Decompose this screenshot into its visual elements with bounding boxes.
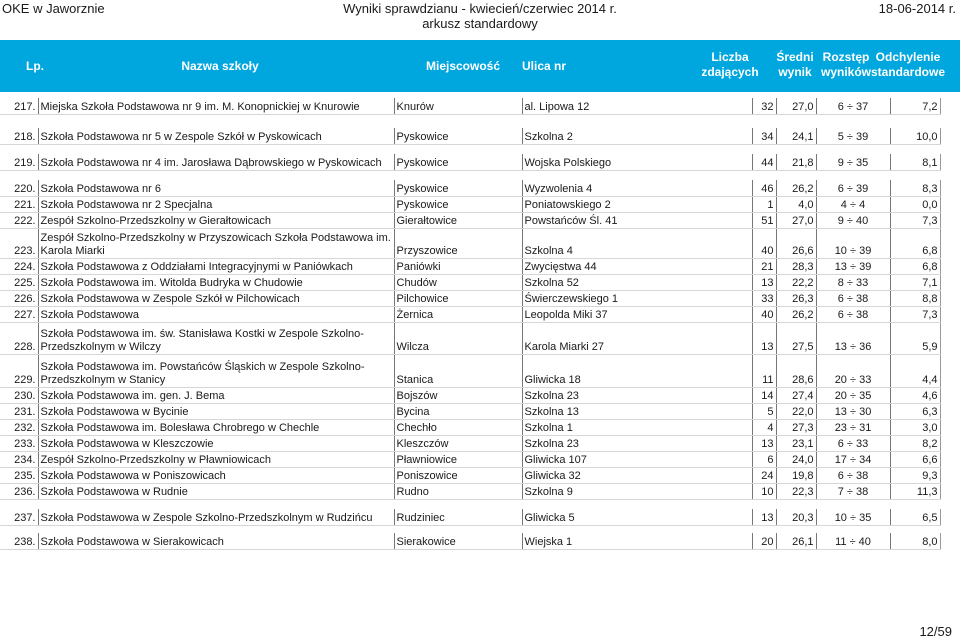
cell-range: 5 ÷ 39 xyxy=(816,128,890,144)
cell-town: Pyskowice xyxy=(394,128,522,144)
cell-range: 20 ÷ 33 xyxy=(816,354,890,387)
document-title xyxy=(0,1,960,31)
results-table-wrap xyxy=(0,92,960,550)
cell-name: Szkoła Podstawowa im. Powstańców Śląskich w Zespole Szkolno-Przedszkolnym w Stanicy xyxy=(38,354,394,387)
cell-lp: 223. xyxy=(0,228,38,258)
cell-lp: 225. xyxy=(0,274,38,290)
document-title-line2: arkusz standardowy xyxy=(422,16,538,31)
cell-town: Chechło xyxy=(394,419,522,435)
cell-range: 8 ÷ 33 xyxy=(816,274,890,290)
cell-lp: 221. xyxy=(0,196,38,212)
cell-street: Zwycięstwa 44 xyxy=(522,258,752,274)
cell-town: Knurów xyxy=(394,98,522,114)
page-header xyxy=(0,0,960,32)
col-avg-line2: wynik xyxy=(778,65,812,79)
cell-street: Szkolna 2 xyxy=(522,128,752,144)
col-name: Nazwa szkoły xyxy=(181,59,259,73)
cell-range: 4 ÷ 4 xyxy=(816,196,890,212)
cell-town: Przyszowice xyxy=(394,228,522,258)
cell-name: Szkoła Podstawowa nr 4 im. Jarosława Dąbrowskiego w Pyskowicach xyxy=(38,154,394,170)
cell-range: 17 ÷ 34 xyxy=(816,451,890,467)
cell-range: 6 ÷ 38 xyxy=(816,467,890,483)
cell-sd: 8,2 xyxy=(890,435,940,451)
cell-sd: 5,9 xyxy=(890,322,940,354)
table-row xyxy=(0,274,940,290)
cell-range: 13 ÷ 30 xyxy=(816,403,890,419)
cell-range: 6 ÷ 39 xyxy=(816,180,890,196)
cell-name: Szkoła Podstawowa w Kleszczowie xyxy=(38,435,394,451)
cell-street: Szkolna 23 xyxy=(522,435,752,451)
cell-range: 10 ÷ 35 xyxy=(816,509,890,525)
cell-count: 6 xyxy=(752,451,776,467)
cell-avg: 22,2 xyxy=(776,274,816,290)
cell-count: 40 xyxy=(752,228,776,258)
col-town: Miejscowość xyxy=(425,59,501,73)
cell-lp: 238. xyxy=(0,533,38,549)
col-range xyxy=(816,50,876,80)
table-row xyxy=(0,306,940,322)
cell-street: Szkolna 13 xyxy=(522,403,752,419)
cell-town: Rudziniec xyxy=(394,509,522,525)
table-row xyxy=(0,98,940,114)
cell-name: Zespół Szkolno-Przedszkolny w Gierałtowicach xyxy=(38,212,394,228)
table-row xyxy=(0,419,940,435)
cell-avg: 28,6 xyxy=(776,354,816,387)
col-range-line2: wyników xyxy=(820,65,871,79)
cell-avg: 28,3 xyxy=(776,258,816,274)
cell-sd: 7,3 xyxy=(890,212,940,228)
cell-avg: 23,1 xyxy=(776,435,816,451)
cell-range: 9 ÷ 35 xyxy=(816,154,890,170)
cell-lp: 218. xyxy=(0,128,38,144)
col-sd xyxy=(868,50,948,80)
cell-lp: 233. xyxy=(0,435,38,451)
cell-count: 34 xyxy=(752,128,776,144)
cell-sd: 6,5 xyxy=(890,509,940,525)
table-row xyxy=(0,387,940,403)
cell-street: Gliwicka 107 xyxy=(522,451,752,467)
cell-range: 6 ÷ 38 xyxy=(816,290,890,306)
cell-avg: 27,3 xyxy=(776,419,816,435)
cell-name: Szkoła Podstawowa w Rudnie xyxy=(38,483,394,499)
cell-street: Leopolda Miki 37 xyxy=(522,306,752,322)
cell-name: Szkoła Podstawowa im. Bolesława Chrobrego w Chechle xyxy=(38,419,394,435)
cell-town: Pilchowice xyxy=(394,290,522,306)
cell-sd: 4,4 xyxy=(890,354,940,387)
cell-avg: 26,1 xyxy=(776,533,816,549)
spacer-row xyxy=(0,525,940,533)
cell-lp: 234. xyxy=(0,451,38,467)
table-row xyxy=(0,196,940,212)
cell-count: 13 xyxy=(752,322,776,354)
cell-count: 44 xyxy=(752,154,776,170)
cell-name: Miejska Szkoła Podstawowa nr 9 im. M. Konopnickiej w Knurowie xyxy=(38,98,394,114)
cell-avg: 24,0 xyxy=(776,451,816,467)
table-row xyxy=(0,533,940,549)
cell-name: Szkoła Podstawowa w Poniszowicach xyxy=(38,467,394,483)
col-count-line2: zdających xyxy=(701,65,759,79)
table-row xyxy=(0,290,940,306)
cell-name: Szkoła Podstawowa xyxy=(38,306,394,322)
cell-lp: 236. xyxy=(0,483,38,499)
cell-avg: 24,1 xyxy=(776,128,816,144)
cell-avg: 26,6 xyxy=(776,228,816,258)
cell-range: 13 ÷ 36 xyxy=(816,322,890,354)
cell-range: 13 ÷ 39 xyxy=(816,258,890,274)
cell-lp: 232. xyxy=(0,419,38,435)
cell-avg: 22,3 xyxy=(776,483,816,499)
spacer-row xyxy=(0,114,940,128)
cell-lp: 235. xyxy=(0,467,38,483)
cell-count: 32 xyxy=(752,98,776,114)
table-row xyxy=(0,403,940,419)
cell-sd: 8,8 xyxy=(890,290,940,306)
cell-town: Żernica xyxy=(394,306,522,322)
cell-count: 13 xyxy=(752,435,776,451)
cell-name: Szkoła Podstawowa nr 5 w Zespole Szkół w Pyskowicach xyxy=(38,128,394,144)
cell-avg: 4,0 xyxy=(776,196,816,212)
cell-lp: 217. xyxy=(0,98,38,114)
cell-name: Szkoła Podstawowa w Sierakowicach xyxy=(38,533,394,549)
institution-name: OKE w Jaworznie xyxy=(2,1,105,16)
col-range-line1: Rozstęp xyxy=(822,50,870,64)
cell-street: Świerczewskiego 1 xyxy=(522,290,752,306)
spacer-row xyxy=(0,499,940,509)
cell-street: Gliwicka 32 xyxy=(522,467,752,483)
cell-count: 11 xyxy=(752,354,776,387)
cell-range: 6 ÷ 38 xyxy=(816,306,890,322)
cell-range: 11 ÷ 40 xyxy=(816,533,890,549)
cell-avg: 27,4 xyxy=(776,387,816,403)
cell-avg: 26,2 xyxy=(776,306,816,322)
cell-town: Pławniowice xyxy=(394,451,522,467)
cell-lp: 226. xyxy=(0,290,38,306)
cell-lp: 228. xyxy=(0,322,38,354)
cell-sd: 7,2 xyxy=(890,98,940,114)
cell-count: 20 xyxy=(752,533,776,549)
cell-avg: 27,0 xyxy=(776,212,816,228)
cell-street: Gliwicka 18 xyxy=(522,354,752,387)
cell-range: 20 ÷ 35 xyxy=(816,387,890,403)
cell-street: Poniatowskiego 2 xyxy=(522,196,752,212)
col-sd-line2: standardowe xyxy=(870,65,945,79)
cell-count: 21 xyxy=(752,258,776,274)
cell-avg: 20,3 xyxy=(776,509,816,525)
cell-lp: 220. xyxy=(0,180,38,196)
cell-sd: 3,0 xyxy=(890,419,940,435)
cell-avg: 19,8 xyxy=(776,467,816,483)
cell-street: Wyzwolenia 4 xyxy=(522,180,752,196)
cell-town: Pyskowice xyxy=(394,180,522,196)
cell-street: Karola Miarki 27 xyxy=(522,322,752,354)
cell-street: Powstańców Śl. 41 xyxy=(522,212,752,228)
cell-sd: 7,1 xyxy=(890,274,940,290)
col-sd-line1: Odchylenie xyxy=(875,50,941,64)
cell-town: Pyskowice xyxy=(394,154,522,170)
spacer-row xyxy=(0,170,940,180)
cell-sd: 6,3 xyxy=(890,403,940,419)
cell-lp: 219. xyxy=(0,154,38,170)
cell-avg: 26,2 xyxy=(776,180,816,196)
cell-town: Sierakowice xyxy=(394,533,522,549)
cell-name: Szkoła Podstawowa w Zespole Szkół w Pilchowicach xyxy=(38,290,394,306)
cell-avg: 27,5 xyxy=(776,322,816,354)
cell-count: 14 xyxy=(752,387,776,403)
results-table xyxy=(0,92,941,550)
cell-lp: 229. xyxy=(0,354,38,387)
cell-avg: 26,3 xyxy=(776,290,816,306)
cell-name: Zespół Szkolno-Przedszkolny w Przyszowicach Szkoła Podstawowa im. Karola Miarki xyxy=(38,228,394,258)
cell-town: Rudno xyxy=(394,483,522,499)
page-number: 12/59 xyxy=(919,624,952,639)
cell-sd: 8,3 xyxy=(890,180,940,196)
cell-count: 46 xyxy=(752,180,776,196)
cell-sd: 11,3 xyxy=(890,483,940,499)
table-row xyxy=(0,258,940,274)
table-row xyxy=(0,467,940,483)
col-count xyxy=(692,50,768,80)
col-avg xyxy=(770,50,820,80)
cell-avg: 22,0 xyxy=(776,403,816,419)
cell-avg: 27,0 xyxy=(776,98,816,114)
cell-range: 23 ÷ 31 xyxy=(816,419,890,435)
cell-count: 10 xyxy=(752,483,776,499)
cell-count: 13 xyxy=(752,509,776,525)
cell-name: Szkoła Podstawowa w Bycinie xyxy=(38,403,394,419)
cell-count: 1 xyxy=(752,196,776,212)
table-row xyxy=(0,483,940,499)
cell-sd: 6,6 xyxy=(890,451,940,467)
cell-town: Chudów xyxy=(394,274,522,290)
cell-name: Szkoła Podstawowa z Oddziałami Integracyjnymi w Paniówkach xyxy=(38,258,394,274)
table-row xyxy=(0,180,940,196)
table-row xyxy=(0,128,940,144)
cell-street: Wiejska 1 xyxy=(522,533,752,549)
cell-street: Szkolna 23 xyxy=(522,387,752,403)
cell-avg: 21,8 xyxy=(776,154,816,170)
column-header-band xyxy=(0,40,960,92)
cell-range: 6 ÷ 37 xyxy=(816,98,890,114)
cell-count: 4 xyxy=(752,419,776,435)
col-lp: Lp. xyxy=(26,59,44,73)
cell-name: Szkoła Podstawowa w Zespole Szkolno-Przedszkolnym w Rudzińcu xyxy=(38,509,394,525)
cell-town: Bycina xyxy=(394,403,522,419)
cell-name: Szkoła Podstawowa im. Witolda Budryka w Chudowie xyxy=(38,274,394,290)
cell-town: Bojszów xyxy=(394,387,522,403)
cell-range: 7 ÷ 38 xyxy=(816,483,890,499)
col-avg-line1: Średni xyxy=(776,50,814,64)
cell-sd: 6,8 xyxy=(890,228,940,258)
cell-town: Paniówki xyxy=(394,258,522,274)
document-date: 18-06-2014 r. xyxy=(878,1,956,16)
cell-sd: 8,0 xyxy=(890,533,940,549)
cell-street: Szkolna 9 xyxy=(522,483,752,499)
table-row xyxy=(0,451,940,467)
cell-count: 13 xyxy=(752,274,776,290)
table-row xyxy=(0,228,940,258)
cell-street: Szkolna 52 xyxy=(522,274,752,290)
cell-name: Szkoła Podstawowa nr 6 xyxy=(38,180,394,196)
table-row xyxy=(0,509,940,525)
cell-lp: 224. xyxy=(0,258,38,274)
cell-range: 10 ÷ 39 xyxy=(816,228,890,258)
col-count-line1: Liczba xyxy=(711,50,749,64)
cell-street: Szkolna 1 xyxy=(522,419,752,435)
table-row xyxy=(0,354,940,387)
cell-town: Gierałtowice xyxy=(394,212,522,228)
cell-street: al. Lipowa 12 xyxy=(522,98,752,114)
cell-street: Gliwicka 5 xyxy=(522,509,752,525)
cell-count: 51 xyxy=(752,212,776,228)
table-row xyxy=(0,322,940,354)
cell-name: Szkoła Podstawowa im. gen. J. Bema xyxy=(38,387,394,403)
cell-lp: 227. xyxy=(0,306,38,322)
cell-name: Zespół Szkolno-Przedszkolny w Pławniowicach xyxy=(38,451,394,467)
cell-sd: 8,1 xyxy=(890,154,940,170)
cell-sd: 0,0 xyxy=(890,196,940,212)
cell-town: Kleszczów xyxy=(394,435,522,451)
cell-sd: 4,6 xyxy=(890,387,940,403)
cell-count: 24 xyxy=(752,467,776,483)
spacer-row xyxy=(0,144,940,154)
col-street: Ulica nr xyxy=(522,59,567,73)
table-row xyxy=(0,435,940,451)
cell-town: Pyskowice xyxy=(394,196,522,212)
table-row xyxy=(0,212,940,228)
cell-lp: 237. xyxy=(0,509,38,525)
cell-sd: 10,0 xyxy=(890,128,940,144)
cell-count: 40 xyxy=(752,306,776,322)
cell-town: Stanica xyxy=(394,354,522,387)
cell-count: 5 xyxy=(752,403,776,419)
cell-lp: 231. xyxy=(0,403,38,419)
cell-lp: 222. xyxy=(0,212,38,228)
cell-sd: 6,8 xyxy=(890,258,940,274)
cell-town: Poniszowice xyxy=(394,467,522,483)
cell-range: 6 ÷ 33 xyxy=(816,435,890,451)
table-row xyxy=(0,154,940,170)
cell-name: Szkoła Podstawowa im. św. Stanisława Kostki w Zespole Szkolno-Przedszkolnym w Wilczy xyxy=(38,322,394,354)
cell-street: Wojska Polskiego xyxy=(522,154,752,170)
document-title-line1: Wyniki sprawdzianu - kwiecień/czerwiec 2014 r. xyxy=(343,1,617,16)
cell-sd: 9,3 xyxy=(890,467,940,483)
cell-street: Szkolna 4 xyxy=(522,228,752,258)
cell-name: Szkoła Podstawowa nr 2 Specjalna xyxy=(38,196,394,212)
cell-range: 9 ÷ 40 xyxy=(816,212,890,228)
cell-town: Wilcza xyxy=(394,322,522,354)
cell-count: 33 xyxy=(752,290,776,306)
cell-sd: 7,3 xyxy=(890,306,940,322)
cell-lp: 230. xyxy=(0,387,38,403)
